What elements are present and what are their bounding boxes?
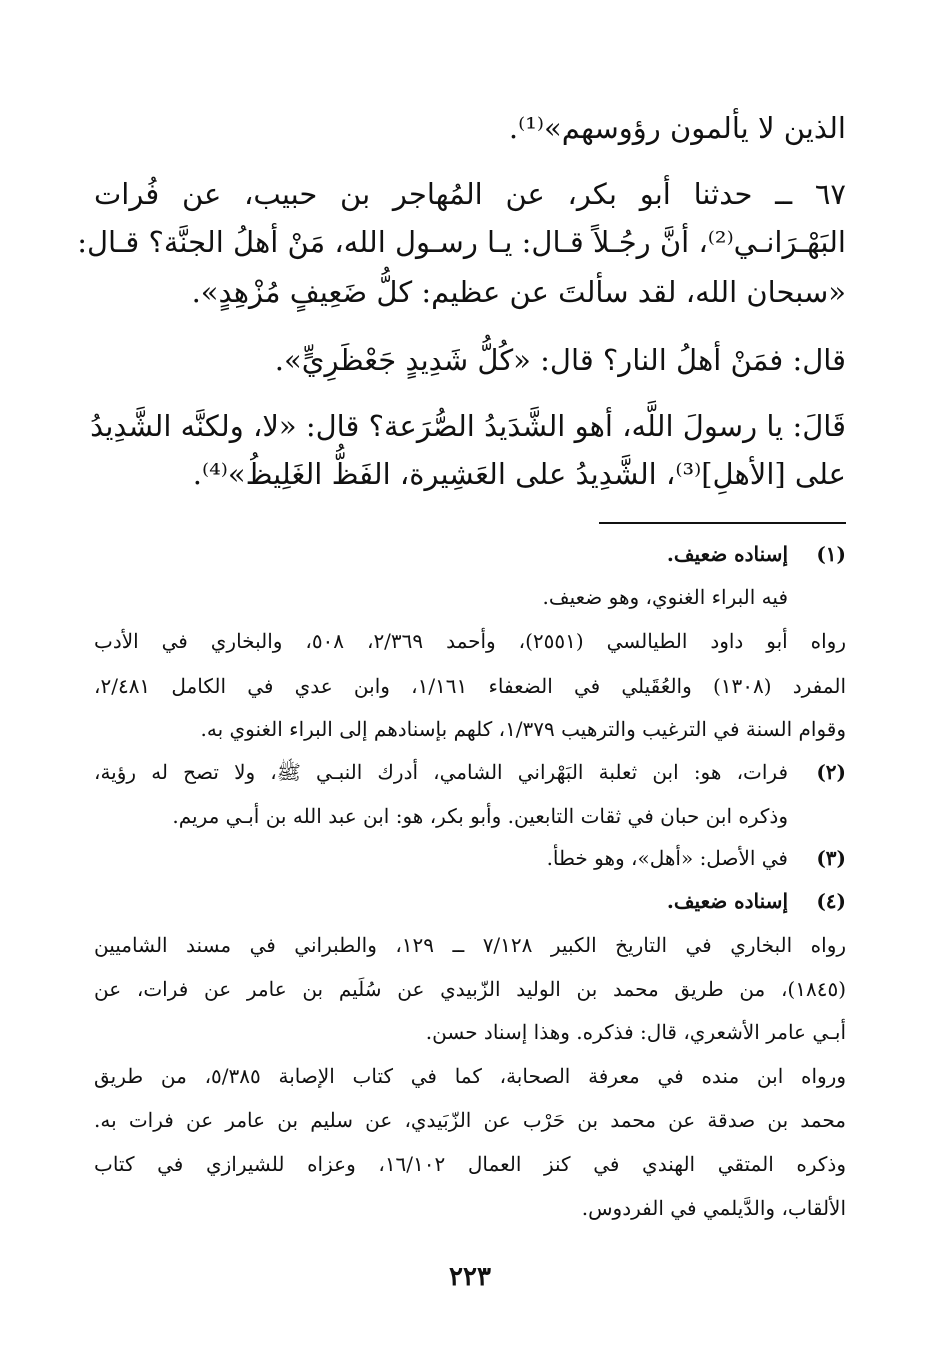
footnote-line: فيه البراء الغنوي، وهو ضعيف.: [542, 585, 788, 609]
main-line: البَهْـرَانـي⁽²⁾، أنَّ رجُـلاً قـال: يـا رسـول الله، مَنْ أهلُ الجنَّة؟ قـال:: [77, 225, 846, 259]
footnote-line: إسناده ضعيف.: [666, 542, 788, 566]
footnote-line: في الأصل: «أهل»، وهو خطأ.: [546, 846, 788, 870]
main-line: ٦٧ ــ حدثنا أبو بكر، عن المُهاجر بن حبيب، عن فُرات: [94, 177, 846, 211]
main-line: «سبحان الله، لقد سألتَ عن عظيم: كلُّ ضَعِيفٍ مُزْهِدٍ».: [191, 275, 846, 309]
footnote-line: وذكره المتقي الهندي في كنز العمال ١٦/١٠٢، وعزاه للشيرازي في كتاب: [94, 1152, 846, 1176]
footnote-line: المفرد (١٣٠٨) والعُقَيلي في الضعفاء ١/١٦١، وابن عدي في الكامل ٢/٤٨١،: [94, 674, 847, 698]
footnote-line: فرات، هو: ابن ثعلبة البَهْراني الشامي، أدرك النبـي ﷺ، ولا تصح له رؤية،: [94, 760, 788, 784]
footnote-line: وقوام السنة في الترغيب والترهيب ١/٣٧٩، كلهم بإسنادهم إلى البراء الغنوي به.: [200, 717, 846, 741]
footnote-line: إسناده ضعيف.: [666, 889, 788, 913]
main-line: الذين لا يألمون رؤوسهم»⁽¹⁾.: [508, 111, 846, 145]
footnote-line: محمد بن صدقة عن محمد بن حَرْب عن الزّبَيدي، عن سليم بن عامر عن فرات به.: [94, 1108, 846, 1132]
footnote-line: وذكره ابن حبان في ثقات التابعين. وأبو بكر، هو: ابن عبد الله بن أبـي مريم.: [172, 804, 788, 828]
main-line: قال: فمَنْ أهلُ النار؟ قال: «كُلُّ شَدِيدٍ جَعْظَرِيٍّ».: [274, 343, 846, 377]
footnote-separator: [599, 522, 846, 524]
footnote-number: (٤): [816, 889, 846, 913]
main-line: قَالَ: يا رسولَ اللَّه، أهو الشَّدَيدُ الصُّرَعة؟ قال: «لا، ولكنَّه الشَّدِيدُ: [90, 409, 846, 443]
footnote-line: الألقاب، والدَّيلمي في الفردوس.: [581, 1196, 846, 1220]
footnote-line: (١٨٤٥)، من طريق محمد بن الوليد الزّبيدي عن سُلَيم بن عامر عن فرات، عن: [94, 977, 846, 1001]
footnote-number: (١): [816, 542, 846, 566]
footnote-number: (٢): [816, 760, 846, 784]
footnote-number: (٣): [816, 846, 846, 870]
footnote-line: أبـي عامر الأشعري، قال: فذكره. وهذا إسناد حسن.: [425, 1020, 846, 1044]
footnote-line: ورواه ابن منده في معرفة الصحابة، كما في كتاب الإصابة ٥/٣٨٥، من طريق: [94, 1064, 846, 1088]
main-line: على [الأهلِ]⁽³⁾، الشَّدِيدُ على العَشِيرة، الفَظُّ الغَلِيظُ»⁽⁴⁾.: [192, 457, 846, 491]
page-number: ٢٢٣: [449, 1262, 491, 1292]
footnote-line: رواه أبو داود الطيالسي (٢٥٥١)، وأحمد ٢/٣٦٩، ٥٠٨، والبخاري في الأدب: [94, 629, 846, 653]
footnote-line: رواه البخاري في التاريخ الكبير ٧/١٢٨ ــ ١٢٩، والطبراني في مسند الشاميين: [94, 933, 847, 957]
